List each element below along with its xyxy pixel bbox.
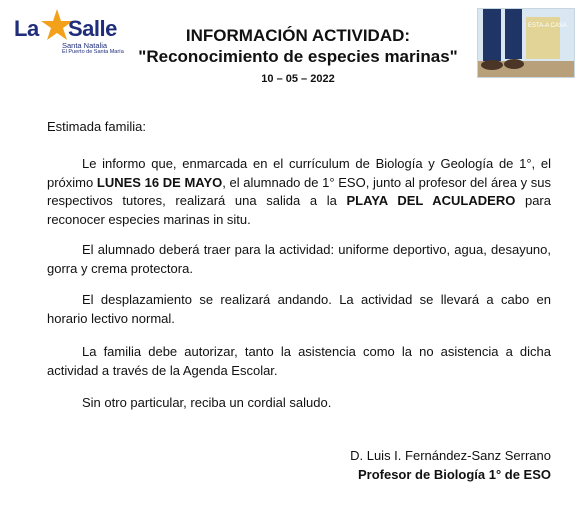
greeting: Estimada familia:	[47, 119, 146, 134]
paragraph-4: La familia debe autorizar, tanto la asistencia como la no asistencia a dicha actividad a través de la Agenda Escolar.	[47, 344, 551, 378]
header-titles	[126, 26, 470, 86]
poster-image	[477, 8, 575, 78]
logo-location: El Puerto de Santa María	[62, 49, 124, 55]
activity-date: 10 – 05 – 2022	[261, 73, 335, 85]
event-date: LUNES 16 DE MAYO	[96, 174, 223, 190]
event-location: PLAYA DEL ACULADERO	[346, 193, 516, 208]
poster-illustration	[478, 9, 575, 78]
paragraph-2: El alumnado deberá traer para la actividad: uniforme deportivo, agua, desayuno, gorra y crema protectora.	[47, 242, 551, 276]
paragraph-1-text-c: para reconocer especies marinas in situ.	[47, 193, 551, 227]
poster-label: ESTA-A CASA	[528, 23, 567, 29]
signature-name: D. Luis I. Fernández-Sanz Serrano	[350, 448, 551, 463]
paragraph-1	[47, 155, 551, 229]
paragraph-3: El desplazamiento se realizará andando. La actividad se llevará a cabo en horario lectivo normal.	[47, 292, 551, 326]
logo-subtitle: Santa Natalia	[62, 41, 108, 50]
logo-text-salle: Salle	[68, 16, 117, 41]
school-logo	[14, 8, 124, 56]
signature-role: Profesor de Biología 1° de ESO	[357, 467, 551, 482]
logo-text-la: La	[14, 16, 39, 41]
document-title: INFORMACIÓN ACTIVIDAD:	[185, 26, 411, 45]
activity-title: "Reconocimiento de especies marinas"	[138, 47, 458, 66]
signature-block	[350, 446, 551, 484]
closing: Sin otro particular, reciba un cordial saludo.	[82, 395, 332, 410]
paragraph-1-text-b: , el alumnado de 1° ESO, junto al profesor del área y sus respectivos tutores, realizará una salida a la	[47, 174, 551, 208]
paragraph-1-text-a: Le informo que, enmarcada en el currículum de Biología y Geología de 1°, el próximo	[47, 156, 551, 190]
